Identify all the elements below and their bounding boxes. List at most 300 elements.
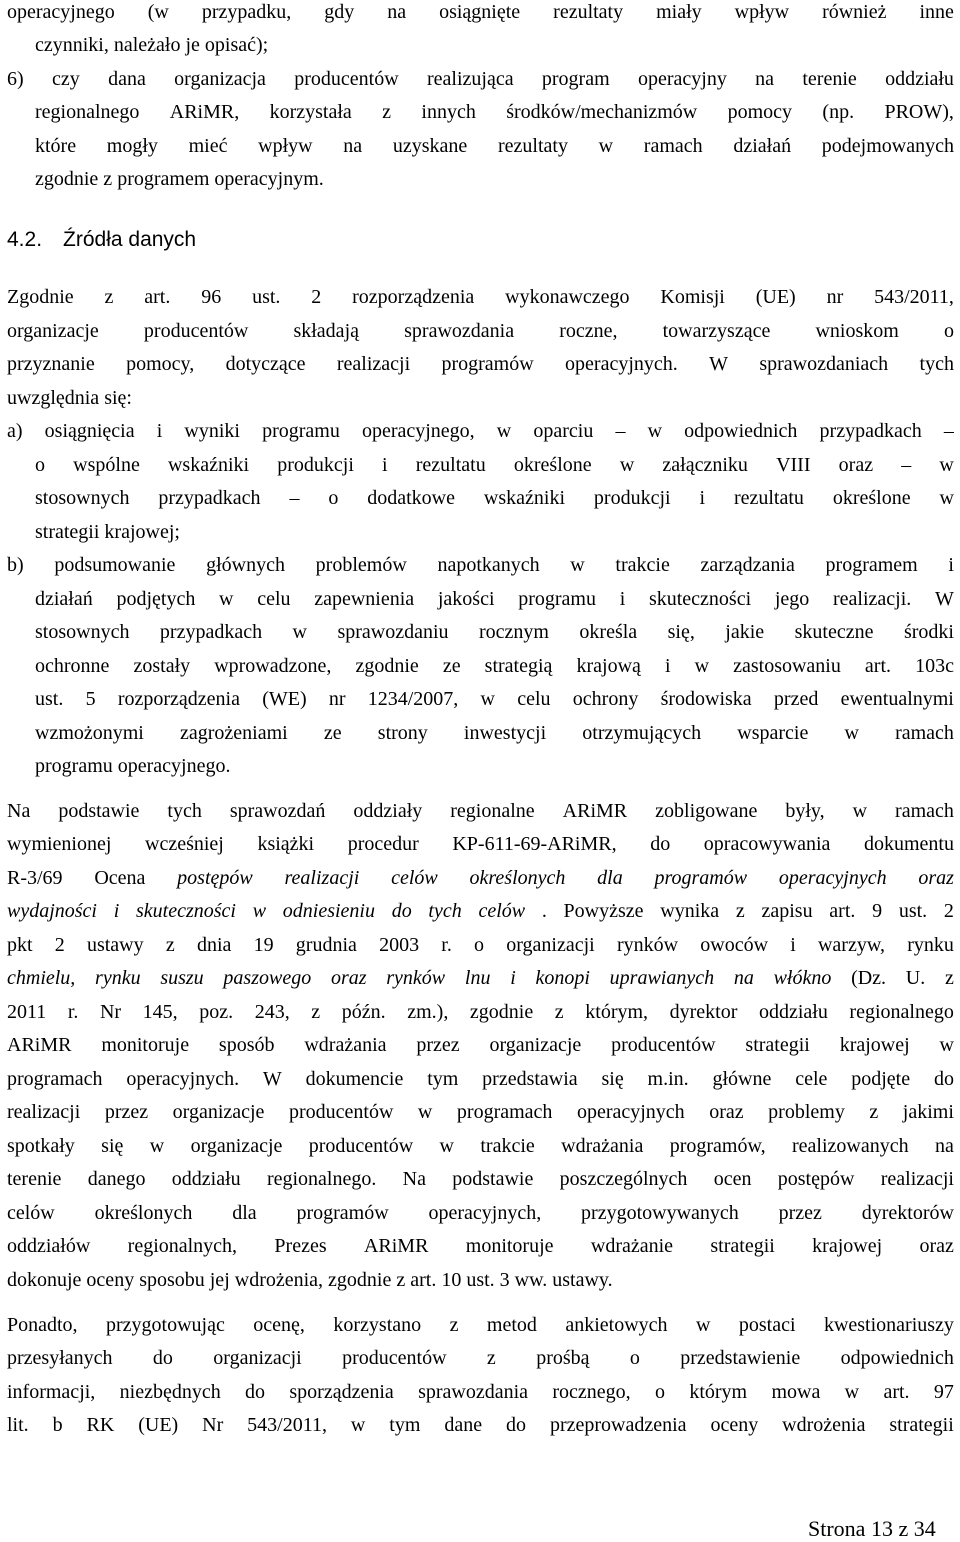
text-line [35, 488, 954, 508]
word: wnioskom [815, 320, 899, 342]
word: dodatkowe [367, 487, 456, 509]
word: jakie [725, 621, 765, 643]
text-line [7, 901, 954, 921]
word: oddziału [885, 68, 954, 90]
word: terenie [802, 68, 857, 90]
text-line [7, 1002, 954, 1022]
word: ust. [35, 688, 64, 710]
word: dla [597, 867, 623, 889]
word: oraz [330, 967, 367, 989]
text-line: dokonuje oceny sposobu jej wdrożenia, zgodnie z art. 10 ust. 3 ww. ustawy. [7, 1269, 613, 1291]
word: strategią [484, 655, 553, 677]
text-line [7, 1069, 954, 1089]
word: producentów [294, 68, 399, 90]
word: również [822, 1, 887, 23]
word: roczne, [559, 320, 618, 342]
word: krajowej [812, 1235, 883, 1257]
word: włókno [773, 967, 832, 989]
word: o [943, 320, 954, 342]
word: krajową [576, 655, 641, 677]
word: programu [518, 588, 596, 610]
word: rynków [616, 934, 679, 956]
word: art. [144, 286, 171, 308]
word: operacyjnego, [361, 420, 475, 442]
word: w [219, 588, 234, 610]
word: programach [7, 1068, 103, 1090]
word: strony [377, 722, 428, 744]
word: ARiMR [363, 1235, 429, 1257]
word: jakimi [902, 1101, 954, 1123]
word: z [735, 900, 745, 922]
word: (WE) [262, 688, 307, 710]
word: stosownych [35, 621, 130, 643]
page-number: Strona 13 z 34 [808, 1516, 936, 1541]
word: art. [829, 900, 856, 922]
list-item-line [7, 421, 954, 441]
word: oraz [918, 867, 954, 889]
word: na [934, 1135, 954, 1157]
word: i [790, 934, 796, 956]
word: organizacje [172, 1101, 265, 1123]
word: przypadkach [819, 420, 922, 442]
word: główne [712, 1068, 772, 1090]
word: mogły [106, 135, 158, 157]
word: wprowadzone, [214, 655, 332, 677]
text-line [7, 868, 954, 888]
word: wynika [660, 900, 720, 922]
word: książki [257, 833, 315, 855]
word: art. [883, 1381, 910, 1403]
text-line: uwzględnia się: [7, 387, 132, 409]
word: oraz [709, 1101, 744, 1123]
text-line: czynniki, należało je opisać); [35, 34, 269, 56]
word: RK [86, 1414, 115, 1436]
text-line [35, 656, 954, 676]
word: korzystano [333, 1314, 422, 1336]
word: ARiMR [562, 800, 628, 822]
word: ochrony [572, 688, 639, 710]
word: wcześniej [145, 833, 224, 855]
word: i [510, 967, 516, 989]
word: postaci [738, 1314, 796, 1336]
word: w [844, 1381, 860, 1403]
text-line [7, 1415, 954, 1435]
word: przypadku, [201, 1, 292, 23]
word: operacyjny [637, 68, 727, 90]
word: 1234/2007, [367, 688, 459, 710]
word: Zgodnie [7, 286, 74, 308]
word: określonych [94, 1202, 193, 1224]
word: przez [104, 1101, 149, 1123]
word: celów [478, 900, 526, 922]
word: wydajności [7, 900, 97, 922]
word: organizacje [190, 1135, 283, 1157]
word: zagrożeniami [180, 722, 288, 744]
word: realizacji [336, 353, 411, 375]
word: określone [513, 454, 592, 476]
word: – [901, 454, 912, 476]
word: z [869, 1101, 879, 1123]
word: rezultaty [497, 135, 568, 157]
word: wdrożenia [782, 1414, 866, 1436]
word: przed [773, 688, 819, 710]
word: m.in. [647, 1068, 689, 1090]
word: sprawozdania [404, 320, 515, 342]
word: w [598, 135, 614, 157]
word: organizacja [174, 68, 266, 90]
word: z [449, 1314, 459, 1336]
word: sprawozdania [418, 1381, 529, 1403]
word: 103c [915, 655, 954, 677]
word: b [52, 1414, 63, 1436]
word: przygotowywanych [581, 1202, 739, 1224]
text-line [7, 968, 954, 988]
word: składają [293, 320, 359, 342]
word: programów [441, 353, 534, 375]
word: postępów [177, 867, 253, 889]
word: trakcie [615, 554, 670, 576]
word: programów, [669, 1135, 766, 1157]
word: 19 [253, 934, 274, 956]
word: i [113, 900, 120, 922]
word: VIII [776, 454, 811, 476]
word: dyrektor [669, 1001, 738, 1023]
word: przygotowując [106, 1314, 225, 1336]
word: dotyczące [225, 353, 306, 375]
word: producentów [143, 320, 249, 342]
word: wpływ [734, 1, 790, 23]
word: z [486, 1347, 496, 1369]
word: celów [391, 867, 438, 889]
word: oddziałów [7, 1235, 91, 1257]
word: z [554, 1001, 564, 1023]
word: produkcji [277, 454, 354, 476]
word: 9 [872, 900, 883, 922]
word: krajowej [839, 1034, 910, 1056]
text-line [7, 1348, 954, 1368]
word: sprawozdaniach [759, 353, 889, 375]
word: realizacji [284, 867, 360, 889]
word: organizacje [489, 1034, 582, 1056]
word: na [387, 1, 407, 23]
word: którym, [585, 1001, 649, 1023]
word: na [343, 135, 363, 157]
word: określonych [469, 867, 566, 889]
word: realizacji. [832, 588, 912, 610]
word: rocznego, [552, 1381, 631, 1403]
word: . [541, 900, 547, 922]
word: tych [428, 900, 462, 922]
word: dnia [196, 934, 232, 956]
word: cele [795, 1068, 828, 1090]
word: oddziały [353, 800, 423, 822]
word: regionalnego [849, 1001, 954, 1023]
word: mowa [771, 1381, 821, 1403]
word: celu [517, 688, 551, 710]
word: W [709, 353, 728, 375]
text-line [7, 287, 954, 307]
word: dla [232, 1202, 257, 1224]
word: i [699, 487, 706, 509]
word: programów [654, 867, 748, 889]
word: operacyjnych [778, 867, 887, 889]
word: ramach [643, 135, 703, 157]
word: 2 [311, 286, 322, 308]
word: program [541, 68, 610, 90]
word: z [165, 934, 175, 956]
word: r. [67, 1001, 79, 1023]
word: prośbą [536, 1347, 590, 1369]
word: kwestionariuszy [823, 1314, 954, 1336]
list-item-line [7, 555, 954, 575]
word: oddziału [171, 1168, 241, 1190]
word: wdrażanie [590, 1235, 674, 1257]
section-title: Źródła danych [63, 228, 197, 251]
word: producentów [342, 1347, 447, 1369]
word: się, [667, 621, 695, 643]
word: wyniki [184, 420, 240, 442]
word: podjęte [851, 1068, 911, 1090]
word: w [350, 1414, 366, 1436]
word: środki [903, 621, 954, 643]
word: regionalnego. [266, 1168, 377, 1190]
word: rezultatu [415, 454, 486, 476]
word: wdrażania [561, 1135, 644, 1157]
word: o [629, 1347, 640, 1369]
word: ARiMR [7, 1034, 72, 1056]
word: odpowiednich [684, 420, 798, 442]
word: przyznanie [7, 353, 95, 375]
word: przypadkach [159, 621, 263, 643]
word: wspólne [73, 454, 140, 476]
word: Ponadto, [7, 1314, 78, 1336]
word: nr [826, 286, 844, 308]
word: regionalne [450, 800, 535, 822]
word: chmielu, [7, 967, 76, 989]
text-line [7, 1035, 954, 1055]
word: mieć [188, 135, 228, 157]
word: organizacji [213, 1347, 302, 1369]
word: załączniku [662, 454, 748, 476]
word: Ocena [94, 867, 146, 889]
word: przypadkach [158, 487, 261, 509]
word: tym [427, 1068, 459, 1090]
text-line [7, 834, 954, 854]
word: Na [7, 800, 31, 822]
word: (UE) [138, 1414, 179, 1436]
text-line: programu operacyjnego. [35, 755, 231, 777]
word: podsumowanie [54, 554, 176, 576]
word: programem [825, 554, 918, 576]
word: z [944, 967, 954, 989]
word: ewentualnymi [840, 688, 954, 710]
word: Prezes [274, 1235, 327, 1257]
section-heading [7, 229, 196, 250]
word: z [104, 286, 114, 308]
word: w [694, 655, 710, 677]
word: w [619, 454, 635, 476]
word: przedstawienie [680, 1347, 801, 1369]
word: zapewnienia [314, 588, 415, 610]
word: rocznym [478, 621, 549, 643]
word: podstawie [452, 1168, 534, 1190]
word: przesyłanych [7, 1347, 113, 1369]
word: 543/2011, [874, 286, 954, 308]
word: do [506, 1414, 527, 1436]
word: Komisji [660, 286, 725, 308]
word: owoców [700, 934, 769, 956]
word: osiągnięcia [44, 420, 135, 442]
word: skuteczności [648, 588, 752, 610]
word: w [570, 554, 585, 576]
word: a) [7, 420, 23, 442]
word: w [439, 1135, 454, 1157]
word: wdrażania [304, 1034, 387, 1056]
word: sprawozdań [229, 800, 326, 822]
word: na [755, 68, 775, 90]
word: dyrektorów [861, 1202, 954, 1224]
word: producentów [611, 1034, 716, 1056]
word: na [733, 967, 754, 989]
word: operacyjnego [7, 1, 115, 23]
word: R-3/69 [7, 867, 63, 889]
word: otrzymujących [582, 722, 702, 744]
word: o [474, 934, 485, 956]
word: rynku [907, 934, 954, 956]
word: sposób [218, 1034, 275, 1056]
word: skuteczności [136, 900, 236, 922]
word: operacyjnych, [428, 1202, 542, 1224]
word: oparciu [533, 420, 594, 442]
word: monitoruje [101, 1034, 190, 1056]
word: w [252, 900, 267, 922]
word: rozporządzenia [117, 688, 240, 710]
word: opracowywania [703, 833, 831, 855]
text-line [7, 935, 954, 955]
word: ramach [895, 800, 954, 822]
word: 145, [142, 1001, 178, 1023]
text-line [7, 1136, 954, 1156]
word: regionalnego [35, 101, 140, 123]
word: wskaźniki [167, 454, 250, 476]
word: korzystała [269, 101, 352, 123]
word: 96 [201, 286, 222, 308]
word: – [943, 420, 954, 442]
word: w [647, 420, 663, 442]
word: 2 [54, 934, 65, 956]
word: gdy [324, 1, 355, 23]
word: strategii [889, 1414, 954, 1436]
word: warzyw, [817, 934, 885, 956]
word: oraz [919, 1235, 954, 1257]
word: art. [864, 655, 892, 677]
word: się [101, 1135, 124, 1157]
word: 97 [933, 1381, 954, 1403]
word: problemy [768, 1101, 845, 1123]
word: w [844, 722, 859, 744]
word: były, [785, 800, 825, 822]
word: określa [579, 621, 638, 643]
word: podstawie [58, 800, 140, 822]
text-line [7, 321, 954, 341]
text-line [7, 1203, 954, 1223]
word: oceny [710, 1414, 759, 1436]
word: (w [147, 1, 169, 23]
word: podjętych [116, 588, 196, 610]
word: programu [262, 420, 340, 442]
word: zastosowaniu [733, 655, 841, 677]
word: (Dz. [851, 967, 887, 989]
word: podejmowanych [821, 135, 954, 157]
word: wykonawczego [505, 286, 630, 308]
text-line [7, 2, 954, 22]
word: odniesieniu [282, 900, 375, 922]
word: zgodnie [469, 1001, 534, 1023]
word: napotkanych [437, 554, 540, 576]
word: ust. [252, 286, 281, 308]
text-line: zgodnie z programem operacyjnym. [35, 168, 324, 190]
text-line [7, 1169, 954, 1189]
word: Powyższe [563, 900, 644, 922]
word: poz. [199, 1001, 234, 1023]
word: poszczególnych [559, 1168, 688, 1190]
text-line [35, 689, 954, 709]
word: w [939, 1034, 954, 1056]
word: i [382, 454, 388, 476]
word: producentów [308, 1135, 414, 1157]
word: jakości [437, 588, 495, 610]
word: przedstawia [482, 1068, 578, 1090]
word: realizująca [426, 68, 514, 90]
word: wpływ [258, 135, 313, 157]
word: i [619, 588, 626, 610]
word: produkcji [593, 487, 671, 509]
word: operacyjnych [576, 1101, 685, 1123]
word: trakcie [480, 1135, 535, 1157]
word: monitoruje [465, 1235, 554, 1257]
word: 2003 [379, 934, 420, 956]
word: realizacji [880, 1168, 954, 1190]
word: sprawozdaniu [337, 621, 449, 643]
word: rynków [386, 967, 446, 989]
word: w [496, 420, 512, 442]
word: dane [444, 1414, 483, 1436]
word: wsparcie [737, 722, 809, 744]
word: ustawy [86, 934, 144, 956]
word: W [262, 1068, 282, 1090]
word: 6) [7, 68, 24, 90]
word: operacyjnych. [126, 1068, 240, 1090]
word: zapisu [761, 900, 813, 922]
word: w [417, 1101, 433, 1123]
word: tych [919, 353, 954, 375]
word: U. [905, 967, 926, 989]
word: wzmożonymi [35, 722, 144, 744]
word: metod [486, 1314, 537, 1336]
text-line [35, 102, 954, 122]
word: – [615, 420, 626, 442]
text-line [7, 1315, 954, 1335]
word: organizacji [506, 934, 595, 956]
word: – [289, 487, 300, 509]
word: informacji, [7, 1381, 96, 1403]
word: działań [733, 135, 792, 157]
word: Nr [99, 1001, 122, 1023]
word: o [655, 1381, 665, 1403]
word: skuteczne [794, 621, 874, 643]
word: jego [774, 588, 810, 610]
word: przez [778, 1202, 822, 1224]
